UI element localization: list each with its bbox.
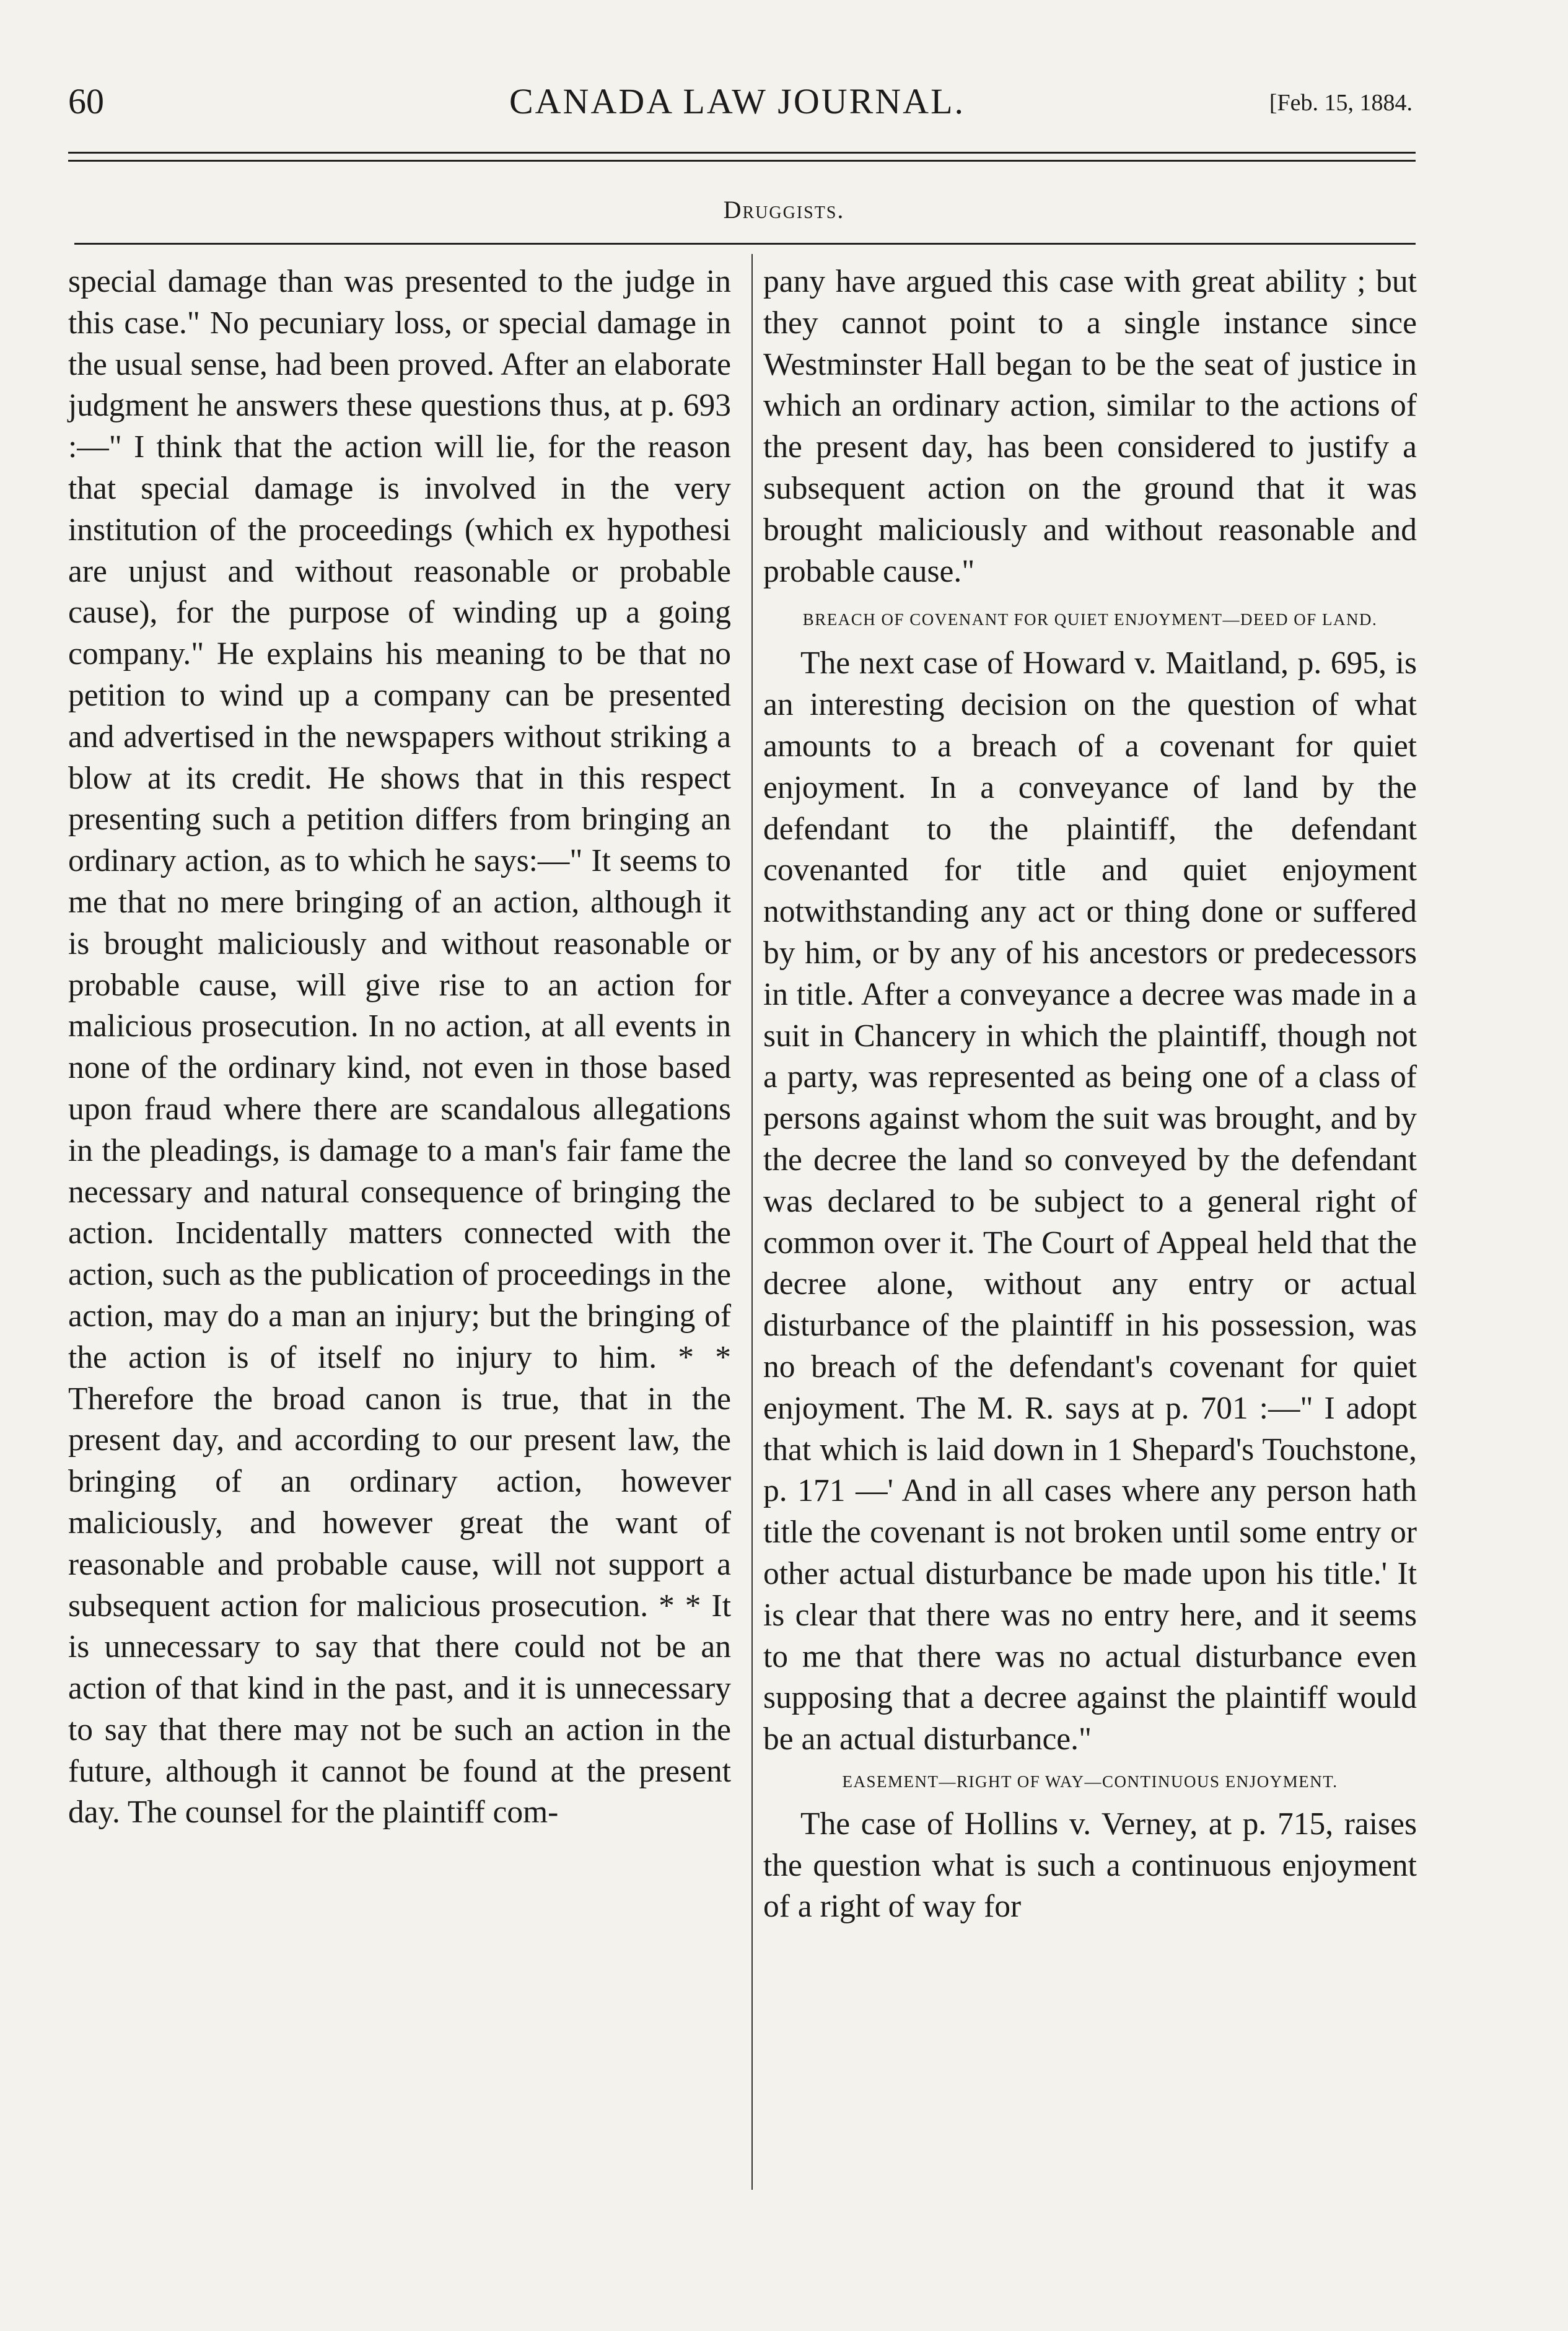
- page-header: [62, 81, 1413, 136]
- left-paragraph-1: special damage than was presented to the judge in this case." No pecuniary loss, or special damage in the usual sense, had been proved. After an elaborate judgment he answers these questions thus, at p. 693 :—" I think that the action will lie, for the reason that special damage is involved in the very institution of the proceedings (which ex hypothesi are unjust and without reasonable or probable cause), for the purpose of winding up a going company." He explains his meaning to be that no petition to wind up a company can be presented and advertised in the newspapers without striking a blow at its credit. He shows that in this respect presenting such a petition differs from bringing an ordinary action, as to which he says:—" It seems to me that no mere bringing of an action, although it is brought maliciously and without reasonable or probable cause, will give rise to an action for malicious prosecution. In no action, at all events in none of the ordinary kind, not even in those based upon fraud where there are scandalous allegations in the pleadings, is damage to a man's fair fame the necessary and natural consequence of bringing the action. Incidentally matters connected with the action, such as the publication of proceedings in the action, may do a man an injury; but the bringing of the action is of itself no injury to him. * * Therefore the broad canon is true, that in the present day, and according to our present law, the bringing of an ordinary action, however maliciously, and however great the want of reasonable and probable cause, will not support a subsequent action for malicious prosecution. * * It is unnecessary to say that there could not be an action of that kind in the past, and it is unnecessary to say that there may not be such an action in the future, although it cannot be found at the present day. The counsel for the plaintiff com-: [68, 264, 731, 1830]
- header-double-rule: [68, 152, 1416, 162]
- right-paragraph-3: The case of Hollins v. Verney, at p. 715, raises the question what is such a continuous enjoyment of a right of way for: [763, 1806, 1417, 1925]
- right-paragraph-1: pany have argued this case with great ability ; but they cannot point to a single instance since Westminster Hall began to be the seat of justice in which an ordinary action, similar to the actions of the present day, has been considered to justify a subsequent action on the ground that it was brought maliciously and without reasonable and probable cause.": [763, 264, 1417, 589]
- section-heading-easement: EASEMENT—RIGHT OF WAY—CONTINUOUS ENJOYMENT.: [842, 1772, 1338, 1791]
- issue-date: [Feb. 15, 1884.: [1269, 90, 1413, 116]
- page-number: 60: [68, 81, 104, 121]
- column-divider: [751, 254, 753, 2190]
- journal-title: CANADA LAW JOURNAL.: [509, 81, 965, 121]
- right-column: [763, 261, 1417, 1928]
- left-column: [68, 261, 731, 1834]
- right-paragraph-2: The next case of Howard v. Maitland, p. 695, is an interesting decision on the question of what amounts to a breach of a covenant for quiet enjoyment. In a conveyance of land by the defendant to the plaintiff, the defendant covenanted for title and quiet enjoyment notwithstanding any act or thing done or suffered by him, or by any of his ancestors or predecessors in title. After a conveyance a decree was made in a suit in Chancery in which the plaintiff, though not a party, was represented as being one of a class of persons against whom the suit was brought, and by the decree the land so conveyed by the defendant was declared to be subject to a general right of common over it. The Court of Appeal held that the decree alone, without any entry or actual disturbance of the plaintiff in his possession, was no breach of the defendant's covenant for quiet enjoyment. The M. R. says at p. 701 :—" I adopt that which is laid down in 1 Shepard's Touchstone, p. 171 —' And in all cases where any person hath title the covenant is not broken until some entry or other actual disturbance be made upon his title.' It is clear that there was no entry here, and it seems to me that there was no actual disturbance even supposing that a decree against the plaintiff would be an actual disturbance.": [763, 645, 1417, 1757]
- running-head: Druggists.: [723, 196, 845, 224]
- running-head-rule: [74, 243, 1416, 245]
- section-heading-covenant: BREACH OF COVENANT FOR QUIET ENJOYMENT—DEED OF LAND.: [802, 610, 1378, 629]
